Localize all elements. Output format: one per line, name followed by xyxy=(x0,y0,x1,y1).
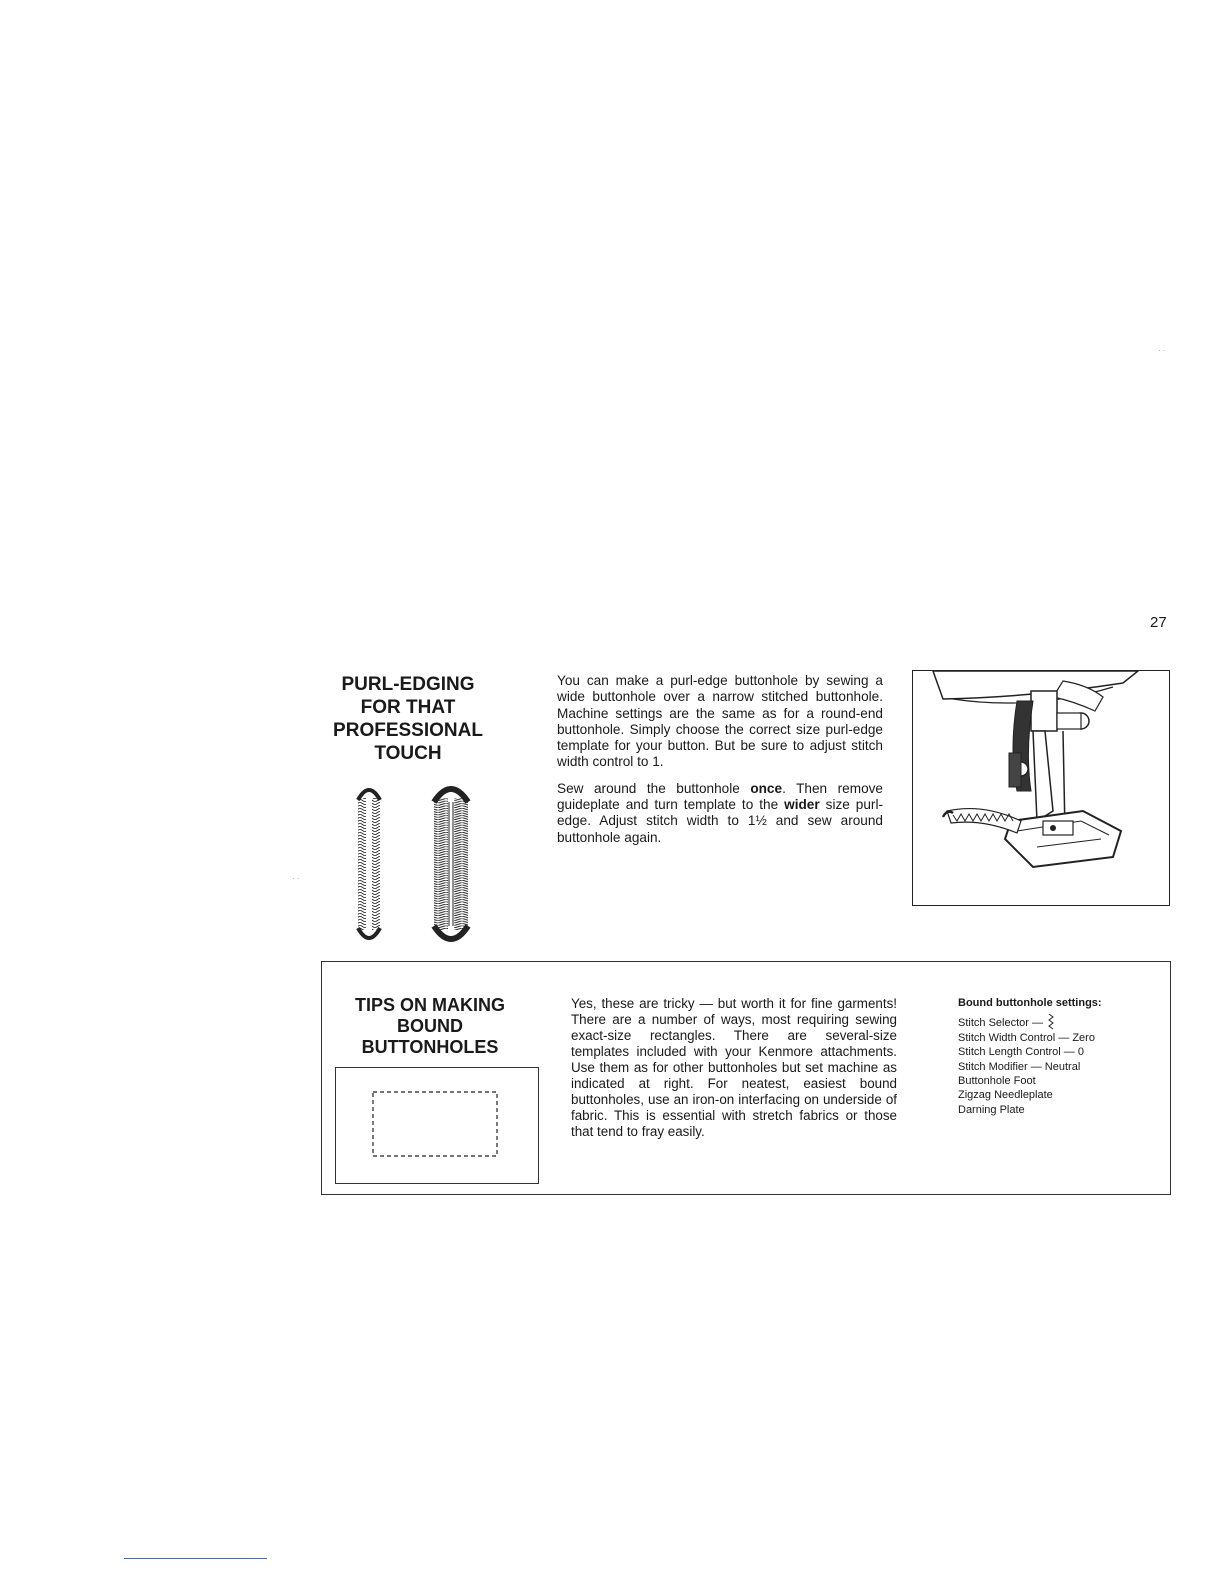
emphasis-once: once xyxy=(750,780,783,796)
settings-title: Bound buttonhole settings: xyxy=(958,997,1102,1009)
text-run: . Then remove guideplate and turn template to the xyxy=(557,780,883,813)
purl-buttonholes-illustration xyxy=(350,784,490,944)
narrow-buttonhole-icon xyxy=(358,790,380,938)
setting-needleplate: Zigzag Needleplate xyxy=(958,1089,1053,1102)
footer-rule xyxy=(124,1558,267,1559)
scan-mark: · · xyxy=(292,874,300,883)
setting-text: Stitch Selector — xyxy=(958,1017,1043,1030)
setting-stitch-width: Stitch Width Control — Zero xyxy=(958,1031,1095,1044)
bound-buttonhole-settings xyxy=(958,996,1158,1117)
emphasis-wider: wider xyxy=(784,797,820,813)
setting-stitch-modifier: Stitch Modifier — Neutral xyxy=(958,1060,1081,1073)
text-run: size purl-edge. Adjust stitch width to 1½ and sew around buttonhole again. xyxy=(557,797,883,845)
tips-paragraph: Yes, these are tricky — but worth it for fine garments! There are a number of ways, most requiring sewing exact-size rectangles. There are several-size templates included with your Kenmore attachments. Use them as for other buttonholes but set machine as indicated at right. For neatest, easiest bound buttonholes, use an iron-on interfacing on underside of fabric. This is essential with stretch fabrics or those that tend to fray easily. xyxy=(571,996,897,1139)
purl-edging-text xyxy=(557,673,883,856)
setting-plate: Darning Plate xyxy=(958,1103,1025,1116)
bound-buttonhole-template-figure xyxy=(335,1067,539,1184)
text-run: Sew around the buttonhole xyxy=(557,780,751,796)
presser-foot-figure xyxy=(912,670,1170,906)
presser-foot-illustration xyxy=(913,671,1169,905)
heading-line: BUTTONHOLES xyxy=(361,1037,499,1057)
purl-edging-heading xyxy=(318,673,498,765)
dashed-rectangle-icon xyxy=(336,1068,538,1183)
purl-paragraph-1: You can make a purl-edge buttonhole by sewing a wide buttonhole over a narrow stitched buttonhole. Machine settings are the same as for a round-end buttonhole. Simply choose the correct size purl-edge template for your button. But be sure to adjust stitch width control to 1. xyxy=(557,673,883,770)
straight-stitch-icon xyxy=(1046,1014,1056,1030)
heading-line: BOUND xyxy=(397,1016,463,1036)
purl-paragraph-2 xyxy=(557,781,883,846)
heading-line: PROFESSIONAL xyxy=(333,720,483,741)
setting-stitch-length: Stitch Length Control — 0 xyxy=(958,1046,1084,1059)
heading-line: TOUCH xyxy=(374,743,442,764)
setting-foot: Buttonhole Foot xyxy=(958,1075,1036,1088)
page-number: 27 xyxy=(1150,614,1167,631)
setting-stitch-selector xyxy=(958,1014,1158,1030)
heading-line: TIPS ON MAKING xyxy=(354,995,505,1015)
heading-line: FOR THAT xyxy=(360,697,456,718)
wide-purl-buttonhole-icon xyxy=(434,789,468,939)
scan-mark: · · xyxy=(1158,346,1166,355)
heading-line: PURL-EDGING xyxy=(341,674,475,695)
tips-heading xyxy=(345,995,515,1058)
